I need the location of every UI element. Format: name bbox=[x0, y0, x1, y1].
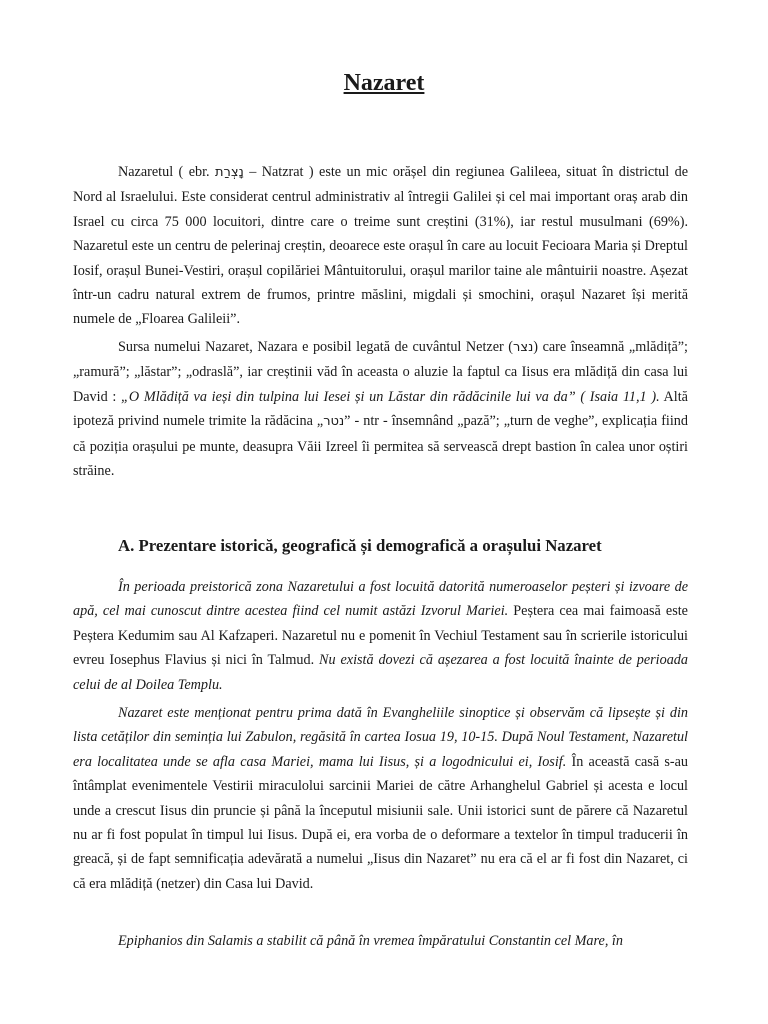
section-paragraph-2 bbox=[73, 701, 688, 896]
section-paragraph-1 bbox=[73, 575, 688, 697]
page-title: Nazaret bbox=[343, 70, 425, 96]
text-run: În această casă s-au întâmplat evenimentele Vestirii miraculolui sarcinii Mariei de către Arhanghelul Gabriel și acesta e locul unde a crescut Iisus din pruncie și până la începutul misiunii sale. Unii istorici sunt de părere că Nazaretul nu ar fi fost populat în timpul lui Iisus. După ei, era vorba de o deformare a textelor în timpul traducerii în greacă, și de fapt semnificația adevărată a numelui „Iisus din Nazaret” nu era că el ar fi fost din Nazaret, ci că era mlădiță (netzer) din Casa lui David. bbox=[73, 753, 688, 892]
text-run: Altă ipoteză privind numele trimite la rădăcina „ bbox=[73, 388, 688, 430]
text-run: Sursa numelui Nazaret, Nazara e posibil legată de cuvântul Netzer ( bbox=[118, 339, 514, 355]
italic-run: Nazaret este menționat pentru prima dată în Evangheliile sinoptice și observăm că lipsește și din lista cetăților din seminția lui Zabulon, regăsită în cartea Iosua 19, 10-15. După Noul Testament, Nazaretul era localitatea unde se afla casa Mariei, mama lui Iisus, și a logodnicului ei, Iosif. bbox=[73, 705, 688, 770]
section-heading: A. Prezentare istorică, geografică și demografică a orașului Nazaret bbox=[118, 536, 602, 555]
text-run: Nazaretul ( ebr. bbox=[118, 164, 215, 180]
italic-run: Epiphanios din Salamis a stabilit că până în vremea împăratului Constantin cel Mare, în bbox=[118, 933, 623, 949]
italic-run: În perioada preistorică zona Nazaretului a fost locuită datorită numeroaselor peșteri și izvoare de apă, cel mai cunoscut dintre acestea fiind cel numit astăzi Izvorul Mariei. bbox=[73, 579, 688, 620]
intro-paragraph-1 bbox=[73, 160, 688, 332]
text-run: – Natzrat ) este un mic orășel din regiunea Galileea, situat în districtul de Nord al Israelului. Este considerat centrul administrativ al întregii Galilei și cel mai important oraș arab din Israel cu circa 75 000 locuitori, dintre care o treime sunt creștini (31%), iar restul musulmani (69%). Nazaretul este un centru de pelerinaj creștin, deoarece este orașul în care au locuit Fecioara Maria și Dreptul Iosif, orașul Bunei-Vestiri, orașul copilăriei Mântuitorului, orașul marilor taine ale mântuirii noastre. Așezat într-un cadru natural extrem de frumos, printre măslini, migdali și smochini, orașul Nazaret își merită numele de „Floarea Galileii”. bbox=[73, 164, 688, 328]
text-run: ) care înseamnă „mlădiță”; „ramură”; „lăstar”; „odraslă”, iar creștinii văd în aceasta o aluzie la faptul ca Iisus era mlădiță din casa lui David : bbox=[73, 339, 688, 405]
section-paragraph-3 bbox=[73, 929, 688, 953]
text-run: ” - ntr - însemnând „pază”; „turn de veghe”, explicația fiind că poziția orașului pe munte, deasupra Văii Izreel îi permitea să servească drept bastion în calea unor oștiri străine. bbox=[73, 413, 688, 480]
intro-paragraph-2 bbox=[73, 335, 688, 483]
text-run: Peștera cea mai faimoasă este Peștera Kedumim sau Al Kafzaperi. Nazaretul nu e pomenit în Vechiul Testament sau în scrierile istoricului evreu Iosephus Flavius și nici în Talmud. bbox=[73, 603, 688, 669]
italic-quote: „O Mlădiță va ieși din tulpina lui Iesei și un Lăstar din rădăcinile lui va da” ( Isaia 11,1 ). bbox=[121, 388, 660, 405]
hebrew-word: נטר bbox=[323, 414, 345, 430]
italic-run: Nu există dovezi că așezarea a fost locuită înainte de perioada celui de al Doilea Templu. bbox=[73, 652, 688, 693]
hebrew-word: נָצְרַת bbox=[215, 165, 244, 180]
hebrew-word: נצר bbox=[513, 340, 534, 355]
